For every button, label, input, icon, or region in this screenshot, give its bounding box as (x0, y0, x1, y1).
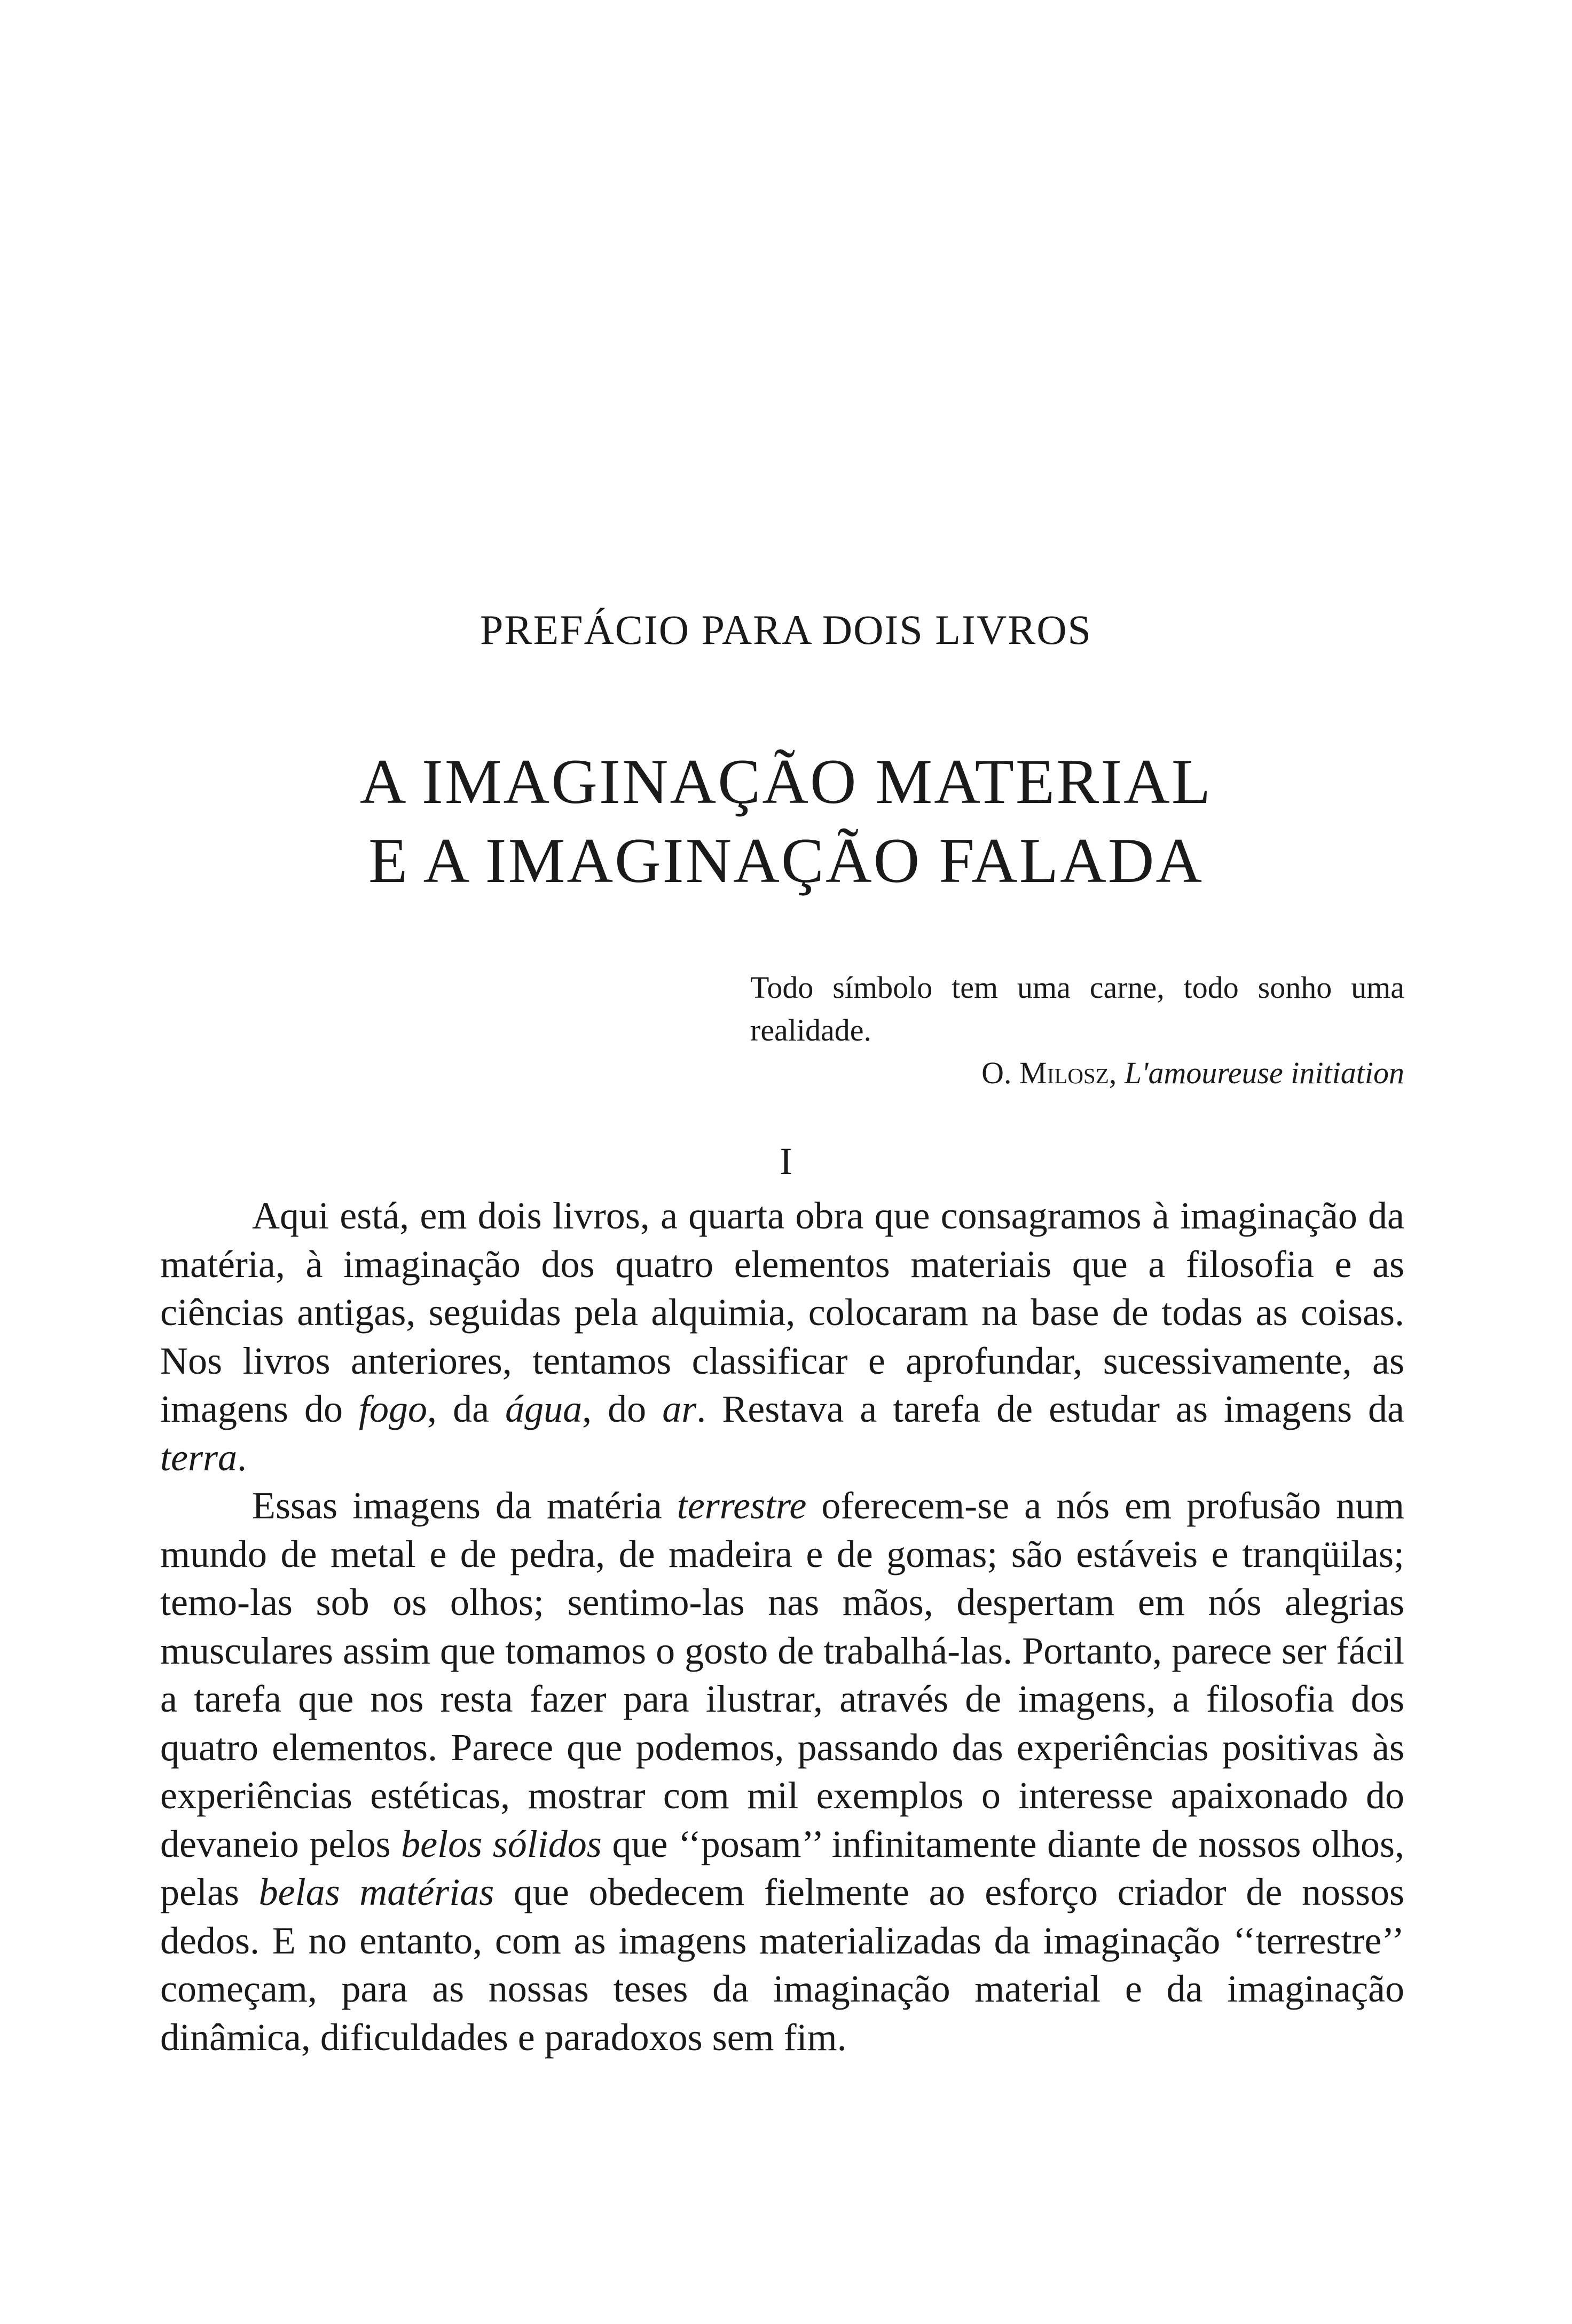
paragraph-1-text-d: . Restava a tarefa de estudar as imagens da (696, 1388, 1404, 1430)
paragraph-1-text-a: Aqui está, em dois livros, a quarta obra que consagramos à imaginação da matéria, à imaginação dos quatro elementos materiais que a filosofia e as ciências antigas, seguidas pela alquimia, colocaram na base de todas as coisas. Nos livros anteriores, tentamos classificar e aprofundar, sucessivamente, as imagens do (160, 1194, 1404, 1430)
paragraph-1-text-c: , do (582, 1388, 663, 1430)
paragraph-2-text-d: que obedecem fielmente ao esforço criador de nossos dedos. E no entanto, com as imagens materializadas da imaginação ‘‘terrestre’’ começam, para as nossas teses da imaginação material e da imaginação dinâmica, dificuldades e paradoxos sem fim. (160, 1871, 1404, 2059)
paragraph-1-text-e: . (237, 1436, 247, 1479)
body-text (160, 1192, 1404, 2061)
epigraph-author-initial: O. (981, 1055, 1012, 1090)
paragraph-2 (160, 1482, 1404, 2061)
paragraph-2-text-c: que ‘‘posam’’ infinitamente diante de nossos olhos, pelas (160, 1822, 1405, 1913)
epigraph-quote: Todo símbolo tem uma carne, todo sonho uma realidade. (750, 970, 1404, 1047)
paragraph-1-text-b: , da (427, 1388, 506, 1430)
epigraph (750, 966, 1404, 1094)
paragraph-2-text-a: Essas imagens da matéria (252, 1484, 677, 1527)
epigraph-author-name: Milosz, (1019, 1055, 1117, 1090)
paragraph-1 (160, 1192, 1404, 1482)
preface-title: PREFÁCIO PARA DOIS LIVROS (480, 606, 1092, 653)
chapter-title-line-1: A IMAGINAÇÃO MATERIAL (359, 746, 1213, 817)
emphasis-ar: ar (662, 1388, 697, 1430)
emphasis-belas-materias: belas matérias (258, 1871, 494, 1913)
emphasis-terrestre: terrestre (677, 1484, 807, 1527)
section-number: I (780, 1140, 792, 1183)
emphasis-terra: terra (160, 1436, 237, 1479)
emphasis-agua: água (505, 1388, 583, 1430)
paragraph-2-text-b: oferecem-se a nós em profusão num mundo de metal e de pedra, de madeira e de gomas; são estáveis e tranqüilas; temo-las sob os olhos; sentimo-las nas mãos, despertam em nós alegrias musculares assim que tomamos o gosto de trabalhá-las. Portanto, parece ser fácil a tarefa que nos resta fazer para ilustrar, através de imagens, a filosofia dos quatro elementos. Parece que podemos, passando das experiências positivas às experiências estéticas, mostrar com mil exemplos o interesse apaixonado do devaneio pelos (160, 1484, 1404, 1865)
chapter-title-line-2: E A IMAGINAÇÃO FALADA (368, 825, 1204, 896)
emphasis-fogo: fogo (359, 1388, 428, 1430)
emphasis-belos-solidos: belos sólidos (401, 1822, 602, 1865)
chapter-title (0, 742, 1572, 900)
epigraph-source (750, 1052, 1404, 1094)
epigraph-work-title: L'amoureuse initiation (1124, 1055, 1404, 1090)
